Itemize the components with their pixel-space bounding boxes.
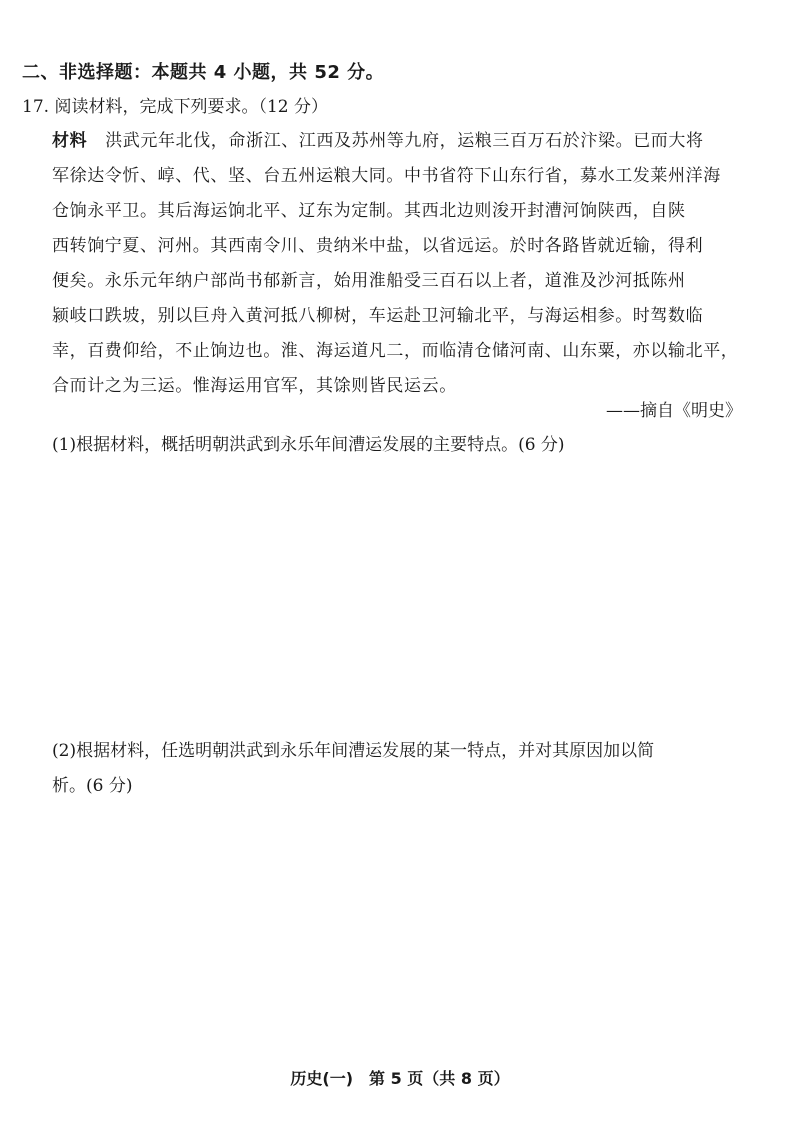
sub-question-2-line: 析。(6 分) <box>52 776 133 796</box>
material-line <box>52 124 742 159</box>
material-line: 便矣。永乐元年纳户部尚书郁新言，始用淮船受三百石以上者，道淮及沙河抵陈州 <box>52 271 686 291</box>
sub-question-1: (1)根据材料，概括明朝洪武到永乐年间漕运发展的主要特点。(6 分) <box>52 435 565 455</box>
material-line: 军徐达令忻、崞、代、坚、台五州运粮大同。中书省符下山东行省，募水工发莱州洋海 <box>52 166 721 186</box>
material-source: ——摘自《明史》 <box>606 401 742 421</box>
material-line-text: 洪武元年北伐，命浙江、江西及苏州等九府，运粮三百万石於汴梁。已而大将 <box>105 131 704 151</box>
material-line: 颍岐口跌坡，别以巨舟入黄河抵八柳树，车运赴卫河输北平，与海运相参。时驾数临 <box>52 306 704 326</box>
material-line: 仓饷永平卫。其后海运饷北平、辽东为定制。其西北边则浚开封漕河饷陕西，自陕 <box>52 201 686 221</box>
material-line: 幸，百费仰给，不止饷边也。淮、海运道凡二，而临清仓储河南、山东粟，亦以输北平， <box>52 341 739 361</box>
page-footer: 历史(一) 第 5 页（共 8 页） <box>290 1069 510 1088</box>
material-label: 材料 <box>52 131 88 151</box>
sub-question-2-line: (2)根据材料，任选明朝洪武到永乐年间漕运发展的某一特点，并对其原因加以简 <box>52 741 655 761</box>
material-line: 合而计之为三运。惟海运用官军，其馀则皆民运云。 <box>52 376 457 396</box>
question-17-title: 17. 阅读材料，完成下列要求。（12 分） <box>22 97 328 117</box>
material-block <box>52 124 742 404</box>
material-line: 西转饷宁夏、河州。其西南令川、贵纳米中盐，以省远运。於时各路皆就近输，得利 <box>52 236 704 256</box>
section-heading: 二、非选择题：本题共 4 小题，共 52 分。 <box>22 62 385 83</box>
sub-question-2 <box>52 734 752 804</box>
